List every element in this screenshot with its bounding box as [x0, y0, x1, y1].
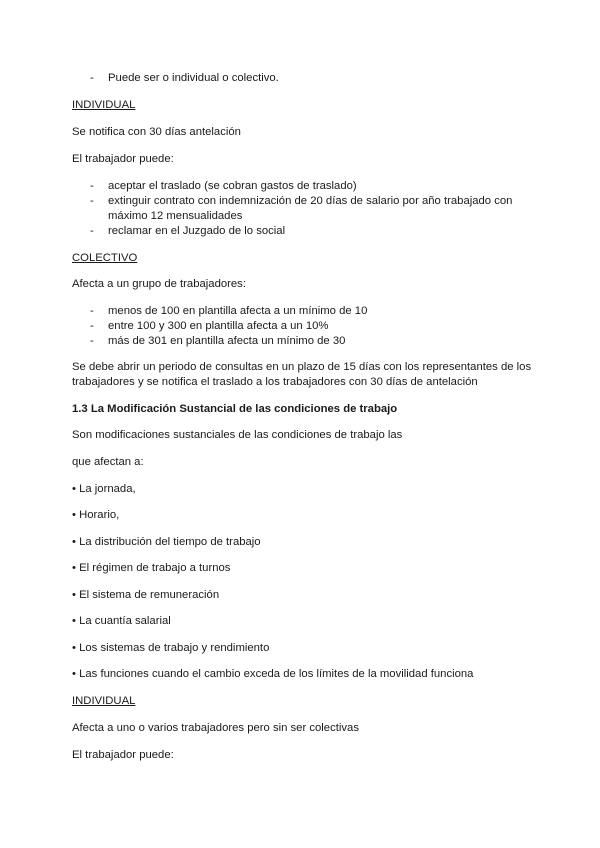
- list-item: reclamar en el Juzgado de lo social: [108, 225, 286, 237]
- bullet-item: • La cuantía salarial: [72, 615, 171, 627]
- section-title: 1.3 La Modificación Sustancial de las condiciones de trabajo: [72, 403, 398, 415]
- paragraph: Se notifica con 30 días antelación: [72, 126, 241, 138]
- list-dash: -: [90, 72, 94, 84]
- list-item: Puede ser o individual o colectivo.: [108, 72, 279, 84]
- bullet-item: • La jornada,: [72, 483, 136, 495]
- section-heading-colectivo: COLECTIVO: [72, 252, 138, 264]
- paragraph: que afectan a:: [72, 456, 144, 468]
- list-item: más de 301 en plantilla afecta un mínimo de 30: [108, 335, 346, 347]
- list-item: aceptar el traslado (se cobran gastos de traslado): [108, 180, 357, 192]
- list-dash: -: [90, 180, 94, 192]
- list-dash: -: [90, 320, 94, 332]
- section-heading-individual: INDIVIDUAL: [72, 695, 136, 707]
- bullet-item: • El sistema de remuneración: [72, 589, 220, 601]
- list-item: menos de 100 en plantilla afecta a un mínimo de 10: [108, 305, 368, 317]
- paragraph: Afecta a uno o varios trabajadores pero sin ser colectivas: [72, 722, 359, 734]
- bullet-item: • Las funciones cuando el cambio exceda de los límites de la movilidad funciona: [72, 668, 474, 680]
- paragraph: El trabajador puede:: [72, 749, 174, 761]
- list-item: entre 100 y 300 en plantilla afecta a un 10%: [108, 320, 329, 332]
- paragraph: El trabajador puede:: [72, 153, 174, 165]
- list-item-continuation: máximo 12 mensualidades: [108, 210, 243, 222]
- bullet-item: • Los sistemas de trabajo y rendimiento: [72, 642, 270, 654]
- section-heading-individual: INDIVIDUAL: [72, 99, 136, 111]
- bullet-item: • Horario,: [72, 509, 120, 521]
- paragraph: trabajadores y se notifica el traslado a los trabajadores con 30 días de antelación: [72, 376, 478, 388]
- list-dash: -: [90, 305, 94, 317]
- list-item: extinguir contrato con indemnización de 20 días de salario por año trabajado con: [108, 195, 513, 207]
- list-dash: -: [90, 335, 94, 347]
- paragraph: Son modificaciones sustanciales de las condiciones de trabajo las: [72, 429, 403, 441]
- list-dash: -: [90, 225, 94, 237]
- list-dash: -: [90, 195, 94, 207]
- bullet-item: • La distribución del tiempo de trabajo: [72, 536, 261, 548]
- paragraph: Se debe abrir un periodo de consultas en un plazo de 15 días con los representantes de los: [72, 361, 532, 373]
- paragraph: Afecta a un grupo de trabajadores:: [72, 278, 246, 290]
- bullet-item: • El régimen de trabajo a turnos: [72, 562, 231, 574]
